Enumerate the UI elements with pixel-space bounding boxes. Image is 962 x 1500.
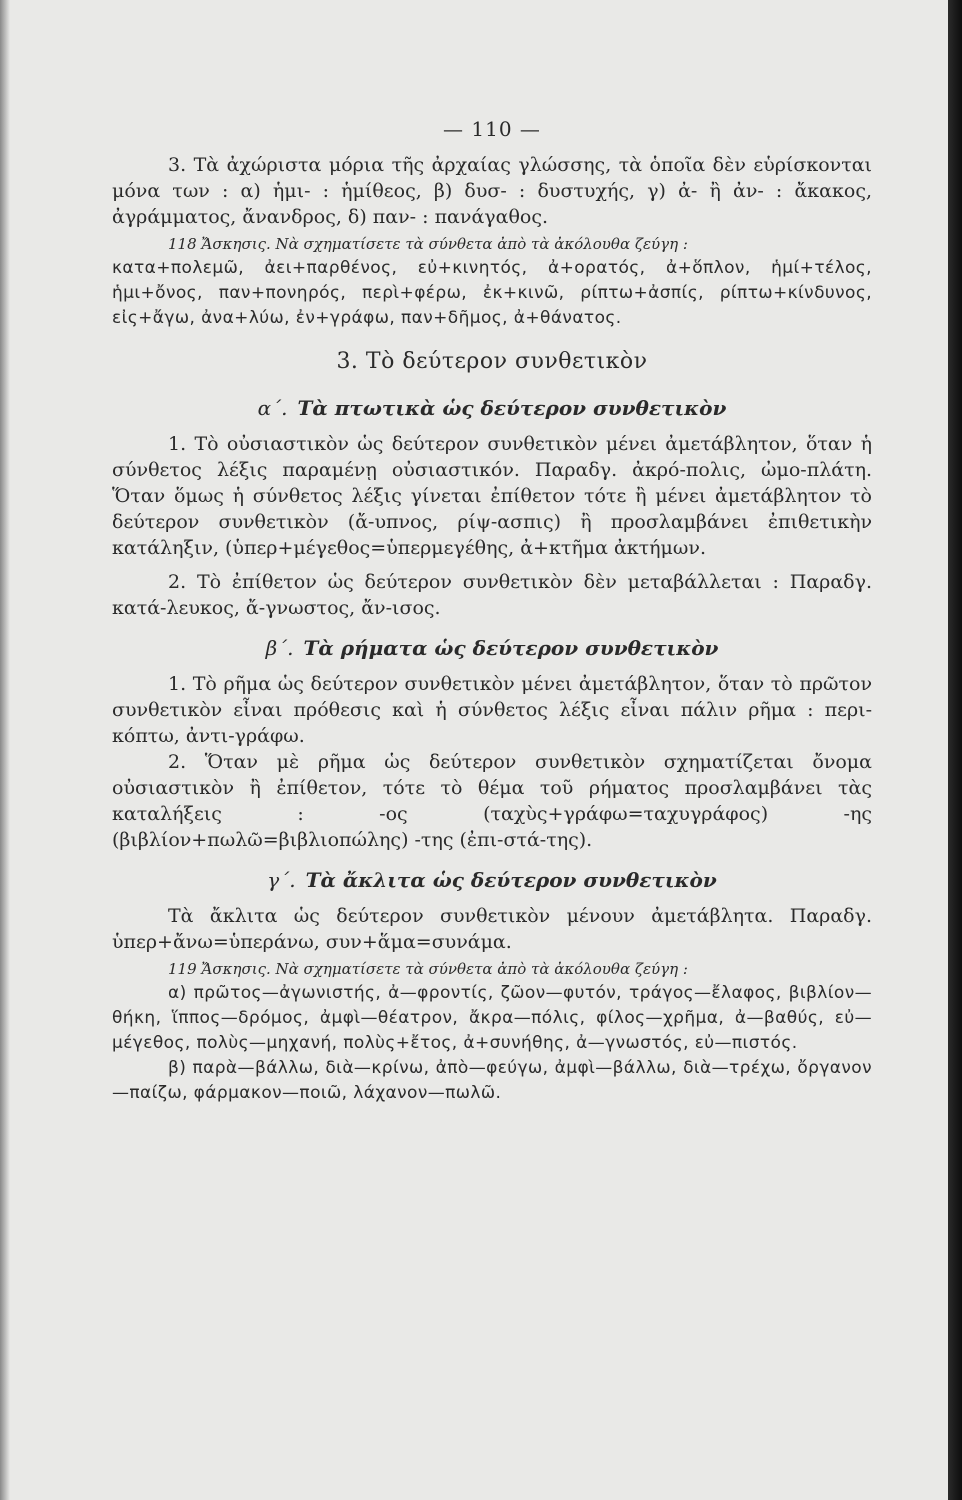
subsection-a-title: [112, 395, 872, 421]
subsection-a-paragraph-1: 1. Τὸ οὐσιαστικὸν ὡς δεύτερον συνθετικὸν μένει ἀμετάβλητον, ὅταν ἡ σύνθετος λέξις παραμένῃ οὐσιαστικόν. Παραδγ. ἀκρό-πολις, ὠμο-πλάτη. Ὅταν ὅμως ἡ σύνθετος λέξις γίνεται ἐπίθετον τότε ἢ μένει ἀμετάβλητον τὸ δεύτερον συνθετικὸν (ἄ-υπνος, ρίψ-ασπις) ἢ προσλαμβάνει ἐπιθετικὴν κατάληξιν, (ὑπερ+μέγεθος=ὑπερμεγέθης, ἀ+κτῆμα ἀκτήμων.: [112, 433, 872, 559]
subsection-b-text: Τὰ ρήματα ὡς δεύτερον συνθετικὸν: [303, 636, 719, 660]
page-shadow: [0, 0, 10, 1500]
subsection-c-paragraph: Τὰ ἄκλιτα ὡς δεύτερον συνθετικὸν μένουν ἀμετάβλητα. Παραδγ. ὑπερ+ἄνω=ὑπεράνω, συν+ἅμα=συνάμα.: [112, 905, 872, 953]
paragraph-3: 3. Τὰ ἀχώριστα μόρια τῆς ἀρχαίας γλώσσης, τὰ ὁποῖα δὲν εὑρίσκονται μόνα των : α) ἡμι- : ἡμίθεος, β) δυσ- : δυστυχής, γ) ἀ- ἢ ἀν- : ἄκακος, ἀγράμματος, ἄνανδρος, δ) παν- : πανάγαθος.: [112, 154, 872, 228]
subsection-b-title: [112, 635, 872, 661]
exercise-119-item-a: α) πρῶτος—ἀγωνιστής, ἀ—φροντίς, ζῶον—φυτόν, τράγος—ἔλαφος, βιβλίον—θήκη, ἵππος—δρόμος, ἀμφὶ—θέατρον, ἄκρα—πόλις, φίλος—χρῆμα, ἀ—βαθύς, εὐ—μέγεθος, πολὺς—μηχανή, πολὺς+ἔτος, ἀ+συνήθης, ἀ—γνωστός, εὐ—πιστός.: [112, 983, 872, 1053]
subsection-b-paragraph-2: 2. Ὅταν μὲ ρῆμα ὡς δεύτερον συνθετικὸν σχηματίζεται ὄνομα οὐσιαστικὸν ἢ ἐπίθετον, τότε τὸ θέμα τοῦ ρήματος προσλαμβάνει τὰς καταλήξεις : -ος (ταχὺς+γράφω=ταχυγράφος) -ης (βιβλίον+πωλῶ=βιβλιοπώλης) -της (ἐπι-στά-της).: [112, 751, 872, 851]
subsection-c-title: [112, 867, 872, 893]
exercise-118-body: κατα+πολεμῶ, ἀει+παρθένος, εὐ+κινητός, ἀ+ορατός, ἀ+ὅπλον, ἡμί+τέλος, ἡμι+ὄνος, παν+πονηρός, περὶ+φέρω, ἐκ+κινῶ, ρίπτω+ἀσπίς, ρίπτω+κίνδυνος, εἰς+ἄγω, ἀνα+λύω, ἐν+γράφω, παν+δῆμος, ἀ+θάνατος.: [112, 258, 872, 328]
subsection-c-letter: γ΄.: [267, 868, 296, 892]
subsection-c-text: Τὰ ἄκλιτα ὡς δεύτερον συνθετικὸν: [305, 868, 717, 892]
section-title: 3. Τὸ δεύτερον συνθετικὸν: [336, 349, 648, 374]
subsection-b-letter: β΄.: [265, 636, 294, 660]
exercise-119-heading: 119 Ἄσκησις. Νὰ σχηματίσετε τὰ σύνθετα ἀπὸ τὰ ἀκόλουθα ζεύγη :: [168, 960, 688, 978]
exercise-118-heading: 118 Ἄσκησις. Νὰ σχηματίσετε τὰ σύνθετα ἀπὸ τὰ ἀκόλουθα ζεύγη :: [168, 235, 688, 253]
subsection-a-paragraph-2: 2. Τὸ ἐπίθετον ὡς δεύτερον συνθετικὸν δὲν μεταβάλλεται : Παραδγ. κατά-λευκος, ἄ-γνωστος, ἄν-ισος.: [112, 571, 872, 619]
scan-edge: [948, 0, 962, 1500]
subsection-a-letter: α΄.: [257, 396, 288, 420]
page-number: — 110 —: [443, 117, 541, 141]
page-text: [112, 116, 872, 1106]
subsection-a-text: Τὰ πτωτικὰ ὡς δεύτερον συνθετικὸν: [297, 396, 727, 420]
exercise-119-item-b: β) παρὰ—βάλλω, διὰ—κρίνω, ἀπὸ—φεύγω, ἀμφὶ—βάλλω, διὰ—τρέχω, ὄργανον—παίζω, φάρμακον—ποιῶ, λάχανον—πωλῶ.: [112, 1058, 872, 1103]
subsection-b-paragraph-1: 1. Τὸ ρῆμα ὡς δεύτερον συνθετικὸν μένει ἀμετάβλητον, ὅταν τὸ πρῶτον συνθετικὸν εἶναι πρόθεσις καὶ ἡ σύνθετος λέξις εἶναι πάλιν ρῆμα : περι-κόπτω, ἀντι-γράφω.: [112, 673, 872, 747]
